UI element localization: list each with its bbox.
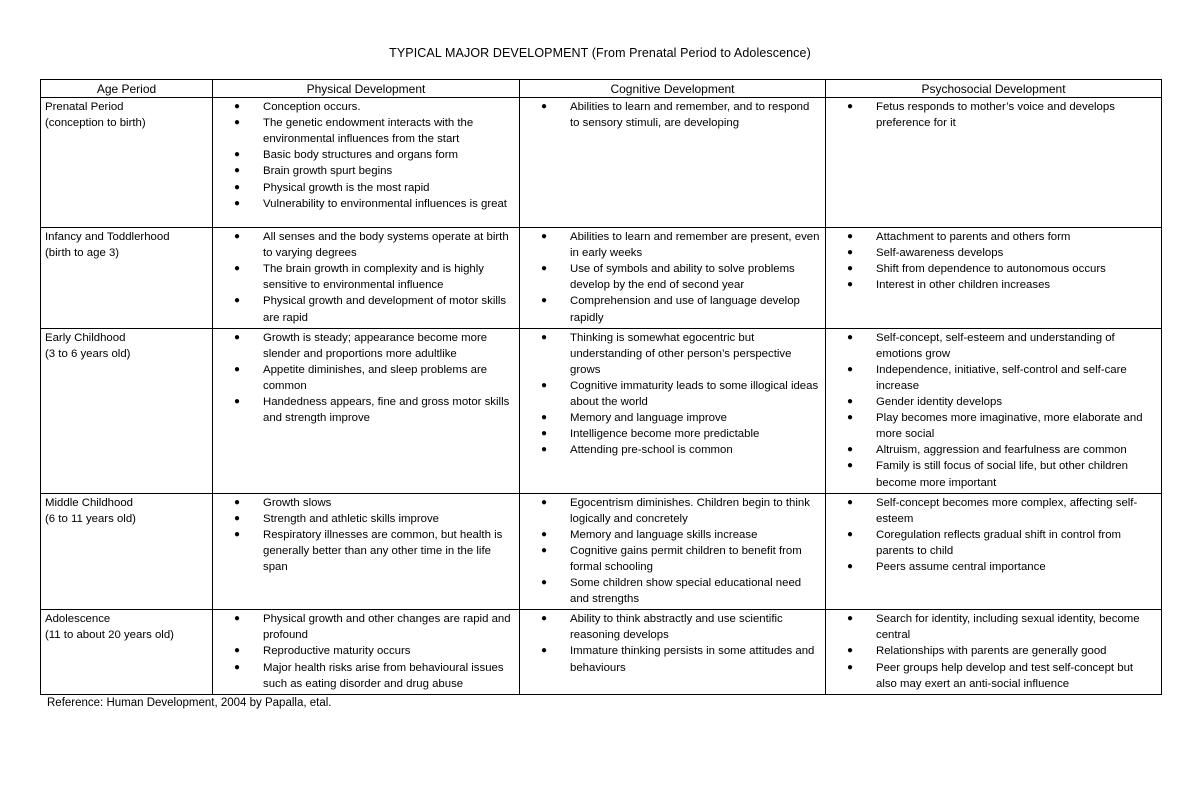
list-item: [217, 495, 515, 511]
list-item-text: Respiratory illnesses are common, but health is generally better than any other time in the life span: [263, 528, 503, 573]
list-item-text: Family is still focus of social life, but other children become more important: [876, 460, 1128, 489]
cognitive-development-list: [524, 611, 821, 675]
bullet-icon: ●: [847, 412, 854, 424]
bullet-icon: ●: [234, 263, 241, 275]
list-item-text: Attending pre-school is common: [570, 444, 733, 457]
list-item: [830, 458, 1157, 490]
list-item-text: Cognitive gains permit children to benefit from formal schooling: [570, 544, 802, 573]
list-item-text: Physical growth and other changes are rapid and profound: [263, 613, 511, 642]
bullet-icon: ●: [847, 560, 854, 572]
list-item: [524, 293, 821, 325]
bullet-icon: ●: [541, 428, 548, 440]
bullet-icon: ●: [234, 496, 241, 508]
list-item: [217, 196, 515, 212]
list-item-text: Memory and language improve: [570, 412, 728, 425]
cognitive-development-list: [524, 495, 821, 608]
list-item-text: Use of symbols and ability to solve problems develop by the end of second year: [570, 263, 795, 292]
psychosocial-development-list: [830, 229, 1157, 293]
psychosocial-development-cell: [826, 610, 1162, 694]
age-period-cell: [41, 328, 213, 493]
list-item: [217, 163, 515, 179]
bullet-icon: ●: [847, 496, 854, 508]
bullet-icon: ●: [847, 444, 854, 456]
bullet-icon: ●: [234, 197, 241, 209]
bullet-icon: ●: [541, 331, 548, 343]
list-item-text: Search for identity, including sexual identity, become central: [876, 613, 1140, 642]
development-table: [40, 79, 1162, 695]
table-body: [41, 98, 1162, 695]
document-title: TYPICAL MAJOR DEVELOPMENT (From Prenatal Period to Adolescence): [389, 46, 811, 60]
list-item: [524, 330, 821, 378]
age-period-name: Early Childhood: [45, 331, 126, 344]
list-item-text: Growth slows: [263, 496, 332, 509]
list-item: [830, 643, 1157, 659]
bullet-icon: ●: [234, 613, 241, 625]
list-item: [217, 660, 515, 692]
bullet-icon: ●: [541, 263, 548, 275]
list-item: [830, 99, 1157, 131]
cognitive-development-cell: [520, 228, 826, 329]
list-item-text: Cognitive immaturity leads to some illogical ideas about the world: [570, 379, 819, 409]
physical-development-cell: [213, 493, 520, 610]
bullet-icon: ●: [234, 661, 241, 673]
list-item: [524, 442, 821, 458]
cognitive-development-cell: [520, 610, 826, 694]
table-row: [41, 328, 1162, 493]
bullet-icon: ●: [541, 412, 548, 424]
list-item: [830, 559, 1157, 575]
list-item: [524, 495, 821, 527]
list-item-text: All senses and the body systems operate at birth to varying degrees: [263, 231, 509, 260]
header-physical-development: Physical Development: [213, 80, 520, 98]
bullet-icon: ●: [847, 263, 854, 275]
list-item: [217, 527, 515, 575]
list-item: [524, 99, 821, 131]
bullet-icon: ●: [234, 295, 241, 307]
table-row: [41, 98, 1162, 228]
list-item-text: Strength and athletic skills improve: [263, 512, 440, 525]
bullet-icon: ●: [234, 117, 241, 129]
reference-note: Reference: Human Development, 2004 by Papalla, etal.: [47, 697, 332, 709]
list-item: [830, 261, 1157, 277]
list-item-text: Independence, initiative, self-control and self-care increase: [876, 363, 1127, 392]
header-age-period: Age Period: [41, 80, 213, 98]
list-item-text: Self-awareness develops: [876, 247, 1004, 260]
bullet-icon: ●: [541, 231, 548, 243]
bullet-icon: ●: [847, 661, 854, 673]
list-item: [217, 147, 515, 163]
list-item-text: Relationships with parents are generally good: [876, 645, 1107, 658]
list-item: [217, 330, 515, 362]
list-item-text: Basic body structures and organs form: [263, 149, 458, 162]
cognitive-development-list: [524, 229, 821, 326]
list-item: [217, 611, 515, 643]
age-period-cell: [41, 493, 213, 610]
list-item-text: The brain growth in complexity and is highly sensitive to environmental influence: [263, 263, 484, 292]
list-item-text: Shift from dependence to autonomous occurs: [876, 263, 1106, 276]
list-item: [217, 180, 515, 196]
bullet-icon: ●: [234, 101, 241, 113]
psychosocial-development-list: [830, 611, 1157, 691]
physical-development-list: [217, 495, 515, 575]
list-item-text: Abilities to learn and remember are present, even in early weeks: [570, 231, 820, 260]
list-item: [524, 426, 821, 442]
list-item: [217, 261, 515, 293]
physical-development-cell: [213, 328, 520, 493]
bullet-icon: ●: [847, 645, 854, 657]
list-item: [217, 229, 515, 261]
age-period-name: Infancy and Toddlerhood: [45, 231, 170, 244]
list-item-text: The genetic endowment interacts with the environmental influences from the start: [263, 117, 474, 146]
list-item: [217, 293, 515, 325]
bullet-icon: ●: [847, 363, 854, 375]
age-period-range: (6 to 11 years old): [45, 512, 136, 525]
list-item: [524, 378, 821, 410]
bullet-icon: ●: [234, 645, 241, 657]
list-item-text: Fetus responds to mother’s voice and develops preference for it: [876, 101, 1115, 130]
list-item: [830, 362, 1157, 394]
list-item-text: Gender identity develops: [876, 396, 1003, 409]
list-item-text: Ability to think abstractly and use scientific reasoning develops: [570, 613, 783, 642]
list-item: [524, 229, 821, 261]
list-item-text: Interest in other children increases: [876, 279, 1051, 292]
psychosocial-development-cell: [826, 228, 1162, 329]
list-item-text: Reproductive maturity occurs: [263, 645, 411, 658]
list-item-text: Attachment to parents and others form: [876, 231, 1071, 244]
list-item: [830, 527, 1157, 559]
list-item-text: Self-concept, self-esteem and understanding of emotions grow: [876, 331, 1115, 360]
bullet-icon: ●: [847, 331, 854, 343]
bullet-icon: ●: [541, 101, 548, 113]
list-item-text: Vulnerability to environmental influences is great: [263, 197, 507, 210]
cognitive-development-cell: [520, 98, 826, 228]
table-row: [41, 228, 1162, 329]
bullet-icon: ●: [234, 231, 241, 243]
physical-development-cell: [213, 610, 520, 694]
list-item: [830, 611, 1157, 643]
list-item: [830, 495, 1157, 527]
list-item: [217, 362, 515, 394]
list-item-text: Memory and language skills increase: [570, 528, 758, 541]
bullet-icon: ●: [541, 379, 548, 391]
bullet-icon: ●: [541, 444, 548, 456]
list-item: [830, 330, 1157, 362]
psychosocial-development-cell: [826, 328, 1162, 493]
list-item-text: Appetite diminishes, and sleep problems are common: [263, 363, 488, 392]
bullet-icon: ●: [541, 528, 548, 540]
list-item-text: Comprehension and use of language develop rapidly: [570, 295, 800, 324]
list-item: [830, 394, 1157, 410]
bullet-icon: ●: [234, 512, 241, 524]
list-item-text: Physical growth and development of motor skills are rapid: [263, 295, 507, 324]
list-item: [830, 660, 1157, 692]
list-item-text: Altruism, aggression and fearfulness are common: [876, 444, 1127, 457]
list-item-text: Brain growth spurt begins: [263, 165, 393, 178]
physical-development-cell: [213, 228, 520, 329]
psychosocial-development-cell: [826, 98, 1162, 228]
cognitive-development-cell: [520, 328, 826, 493]
age-period-range: (conception to birth): [45, 117, 146, 130]
list-item: [524, 575, 821, 607]
psychosocial-development-list: [830, 495, 1157, 575]
list-item: [217, 511, 515, 527]
table-header-row: [41, 80, 1162, 98]
physical-development-list: [217, 229, 515, 326]
age-period-range: (birth to age 3): [45, 247, 120, 260]
bullet-icon: ●: [541, 645, 548, 657]
list-item: [524, 611, 821, 643]
age-period-name: Middle Childhood: [45, 496, 134, 509]
bullet-icon: ●: [541, 577, 548, 589]
psychosocial-development-cell: [826, 493, 1162, 610]
bullet-icon: ●: [541, 613, 548, 625]
list-item-text: Peer groups help develop and test self-concept but also may exert an anti-social influence: [876, 661, 1134, 690]
list-item: [524, 410, 821, 426]
bullet-icon: ●: [541, 544, 548, 556]
age-period-name: Adolescence: [45, 613, 111, 626]
list-item: [524, 527, 821, 543]
bullet-icon: ●: [847, 460, 854, 472]
list-item-text: Major health risks arise from behavioural issues such as eating disorder and drug abuse: [263, 661, 504, 690]
list-item-text: Egocentrism diminishes. Children begin to think logically and concretely: [570, 496, 810, 525]
list-item-text: Self-concept becomes more complex, affecting self-esteem: [876, 496, 1138, 525]
cognitive-development-cell: [520, 493, 826, 610]
bullet-icon: ●: [847, 528, 854, 540]
list-item: [524, 261, 821, 293]
list-item-text: Handedness appears, fine and gross motor skills and strength improve: [263, 396, 510, 425]
age-period-range: (11 to about 20 years old): [45, 629, 174, 642]
list-item-text: Play becomes more imaginative, more elaborate and more social: [876, 412, 1143, 441]
list-item-text: Some children show special educational need and strengths: [570, 577, 802, 606]
cognitive-development-list: [524, 99, 821, 131]
bullet-icon: ●: [541, 496, 548, 508]
list-item: [524, 643, 821, 675]
age-period-range: (3 to 6 years old): [45, 347, 131, 360]
psychosocial-development-list: [830, 330, 1157, 491]
bullet-icon: ●: [234, 528, 241, 540]
psychosocial-development-list: [830, 99, 1157, 131]
bullet-icon: ●: [847, 231, 854, 243]
list-item: [524, 543, 821, 575]
list-item-text: Abilities to learn and remember, and to respond to sensory stimuli, are developing: [570, 101, 810, 130]
bullet-icon: ●: [847, 279, 854, 291]
bullet-icon: ●: [234, 396, 241, 408]
bullet-icon: ●: [847, 396, 854, 408]
list-item-text: Coregulation reflects gradual shift in control from parents to child: [876, 528, 1122, 557]
list-item: [830, 410, 1157, 442]
physical-development-list: [217, 330, 515, 427]
list-item: [217, 394, 515, 426]
table-row: [41, 610, 1162, 694]
list-item: [217, 99, 515, 115]
bullet-icon: ●: [234, 363, 241, 375]
age-period-name: Prenatal Period: [45, 101, 124, 114]
bullet-icon: ●: [847, 247, 854, 259]
list-item-text: Thinking is somewhat egocentric but understanding of other person’s perspective grows: [570, 331, 792, 376]
bullet-icon: ●: [847, 613, 854, 625]
age-period-cell: [41, 228, 213, 329]
bullet-icon: ●: [847, 101, 854, 113]
list-item: [830, 229, 1157, 245]
list-item-text: Growth is steady; appearance become more slender and proportions more adultlike: [263, 331, 488, 360]
list-item-text: Physical growth is the most rapid: [263, 181, 430, 194]
header-cognitive-development: Cognitive Development: [520, 80, 826, 98]
header-psychosocial-development: Psychosocial Development: [826, 80, 1162, 98]
cognitive-development-list: [524, 330, 821, 459]
list-item-text: Intelligence become more predictable: [570, 428, 760, 441]
list-item: [830, 245, 1157, 261]
list-item: [217, 643, 515, 659]
bullet-icon: ●: [234, 149, 241, 161]
physical-development-cell: [213, 98, 520, 228]
list-item-text: Peers assume central importance: [876, 560, 1046, 573]
bullet-icon: ●: [541, 295, 548, 307]
physical-development-list: [217, 611, 515, 691]
physical-development-list: [217, 99, 515, 212]
list-item-text: Immature thinking persists in some attitudes and behaviours: [570, 645, 815, 674]
table-row: [41, 493, 1162, 610]
age-period-cell: [41, 98, 213, 228]
list-item: [830, 442, 1157, 458]
bullet-icon: ●: [234, 331, 241, 343]
list-item: [830, 277, 1157, 293]
bullet-icon: ●: [234, 181, 241, 193]
bullet-icon: ●: [234, 165, 241, 177]
age-period-cell: [41, 610, 213, 694]
list-item-text: Conception occurs.: [263, 101, 361, 114]
list-item: [217, 115, 515, 147]
